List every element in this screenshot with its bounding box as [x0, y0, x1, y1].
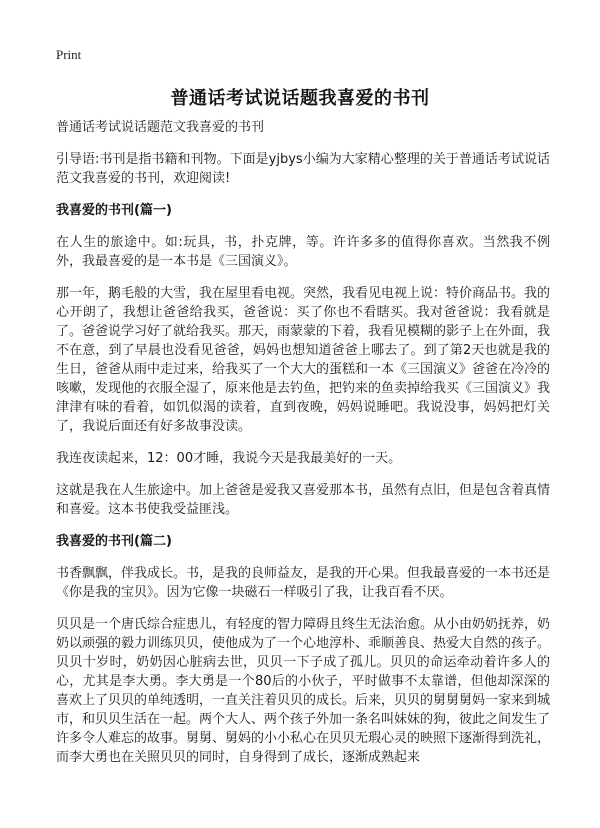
- paragraph: 贝贝是一个唐氏综合症患儿，有轻度的智力障碍且终生无法治愈。从小由奶奶抚养，奶奶以顽强的毅力训练贝贝，使他成为了一个心地淳朴、乖顺善良、热爱大自然的孩子。贝贝十岁时，奶奶因心脏病去世，贝贝一下子成了孤儿。贝贝的命运牵动着许多人的心，尤其是李大勇。李大勇是一个80后的小伙子，平时做事不太靠谱，但他却深深的喜欢上了贝贝的单纯透明，一直关注着贝贝的成长。后来，贝贝的舅舅舅妈一家来到城市，和贝贝生活在一起。两个大人、两个孩子外加一条名叫妹妹的狗，彼此之间发生了许多令人难忘的故事。舅舅、舅妈的小小私心在贝贝无瑕心灵的映照下逐渐得到洗礼，而李大勇也在关照贝贝的同时，自身得到了成长，逐渐成熟起来: [56, 617, 551, 765]
- paragraph: 那一年，鹅毛般的大雪，我在屋里看电视。突然，我看见电视上说：特价商品书。我的心开朗了，我想让爸爸给我买，爸爸说：买了你也不看瞎买。我对爸爸说：我看就是了。爸爸说学习好了就给我买。那天，雨蒙蒙的下着，我看见模糊的影子上在外面，我不在意，到了早晨也没看见爸爸，妈妈也想知道爸爸上哪去了。到了第2天也就是我的生日，爸爸从雨中走过来，给我买了一个大大的蛋糕和一本《三国演义》爸爸在冷冷的咳嗽，发现他的衣服全湿了，原来他是去钓鱼，把钓来的鱼卖掉给我买《三国演义》我津津有味的看着，如饥似渴的读着，直到夜晚，妈妈说睡吧。我说没事，妈妈把灯关了，我说后面还有好多故事没读。: [56, 286, 551, 434]
- paragraph: 书香飘飘，伴我成长。书，是我的良师益友，是我的开心果。但我最喜爱的一本书还是《你是我的宝贝》。因为它像一块磁石一样吸引了我，让我百看不厌。: [56, 566, 551, 600]
- section-heading-2: 我喜爱的书刊(篇二): [56, 534, 172, 549]
- article-intro: 引导语:书刊是指书籍和刊物。下面是yjbys小编为大家精心整理的关于普通话考试说话范文我喜爱的书刊，欢迎阅读!: [56, 152, 550, 186]
- paragraph: 我连夜读起来，12：00才睡，我说今天是我最美好的一天。: [56, 451, 402, 466]
- paragraph: 在人生的旅途中。如:玩具，书，扑克牌，等。许许多多的值得你喜欢。当然我不例外，我最喜爱的是一本书是《三国演义》。: [56, 235, 550, 269]
- paragraph: 这就是我在人生旅途中。加上爸爸是爱我又喜爱那本书，虽然有点旧，但是包含着真情和喜爱。这本书使我受益匪浅。: [56, 483, 551, 517]
- page-title: 普通话考试说话题我喜爱的书刊: [170, 88, 430, 109]
- article-body: [56, 118, 550, 780]
- print-link[interactable]: Print: [56, 47, 82, 62]
- section-heading-1: 我喜爱的书刊(篇一): [56, 203, 172, 218]
- article-subtitle: 普通话考试说话题范文我喜爱的书刊: [56, 120, 265, 135]
